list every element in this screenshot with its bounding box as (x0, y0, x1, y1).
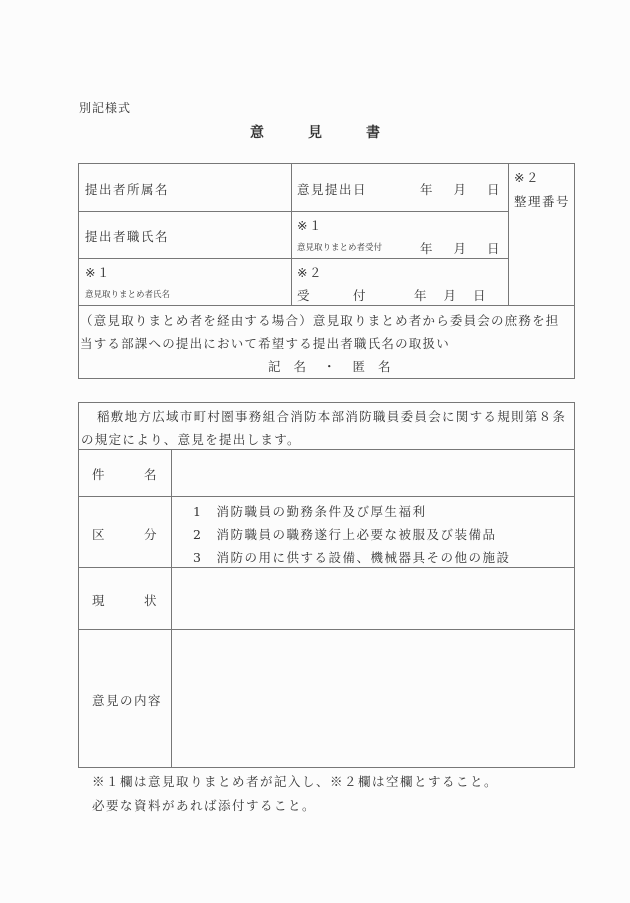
option-char: 名 (378, 359, 393, 374)
label-char: 区 (92, 527, 107, 542)
title-char: 書 (366, 125, 380, 141)
category-option-1[interactable] (193, 502, 426, 520)
option-char: 匿 (352, 359, 367, 374)
option-text: 消防職員の勤務条件及び厚生福利 (216, 504, 427, 519)
reception-label: 意見取りまとめ者受付 (297, 243, 383, 253)
title-char: 意 (250, 125, 264, 141)
label-char: 名 (144, 467, 159, 482)
month-unit: 月 (453, 241, 468, 256)
label-char: 現 (92, 593, 107, 608)
note-2: 必要な資料があれば添付すること。 (92, 798, 317, 813)
receipt-date-field[interactable] (414, 286, 487, 304)
month-unit: 月 (453, 182, 468, 197)
option-separator: ・ (323, 359, 338, 374)
intro-line1: 稲敷地方広域市町村圏事務組合消防本部消防職員委員会に関する規則第８条 (97, 409, 567, 424)
day-unit: 日 (473, 288, 488, 303)
option-text: 消防職員の職務遂行上必要な被服及び装備品 (216, 527, 497, 542)
intro-line2: の規定により、意見を提出します。 (81, 432, 301, 447)
category-option-2[interactable] (193, 525, 496, 543)
year-unit: 年 (414, 288, 429, 303)
status-field[interactable] (172, 568, 574, 629)
note-1: ※１欄は意見取りまとめ者が記入し、※２欄は空欄とすること。 (92, 774, 499, 789)
label-char: 状 (144, 593, 159, 608)
day-unit: 日 (487, 241, 502, 256)
reception-date-field[interactable] (420, 239, 501, 257)
subject-field[interactable] (172, 450, 574, 496)
label-char: 分 (144, 527, 159, 542)
form-label: 別記様式 (79, 101, 132, 115)
option-number: 1 (193, 504, 203, 519)
option-char: 記 (268, 359, 283, 374)
content-label: 意見の内容 (92, 693, 163, 708)
content-field[interactable] (172, 630, 574, 767)
month-unit: 月 (443, 288, 458, 303)
option-text: 消防の用に供する設備、機械器具その他の施設 (216, 550, 511, 565)
collector-mark: ※１ (85, 265, 111, 280)
subject-label (92, 465, 158, 483)
affiliation-label: 提出者所属名 (85, 182, 170, 197)
handling-text-line2: 当する部課への提出において希望する提出者職氏名の取扱い (80, 336, 450, 351)
title-char: 見 (308, 125, 322, 141)
day-unit: 日 (487, 182, 502, 197)
option-number: 3 (193, 550, 203, 565)
ref-mark: ※２ (514, 170, 540, 185)
receipt-label (297, 286, 367, 304)
page-title (0, 122, 630, 142)
year-unit: 年 (420, 182, 435, 197)
category-option-3[interactable] (193, 548, 510, 566)
status-label (92, 591, 158, 609)
submit-date-label: 意見提出日 (297, 182, 368, 197)
label-char: 件 (92, 467, 107, 482)
collector-label: 意見取りまとめ者氏名 (85, 290, 171, 300)
handling-text-line1: （意見取りまとめ者を経由する場合）意見取りまとめ者から委員会の庶務を担 (80, 313, 560, 328)
ref-number-label: 整理番号 (514, 194, 571, 209)
option-char: 名 (293, 359, 308, 374)
receipt-char: 付 (353, 288, 368, 303)
year-unit: 年 (420, 241, 435, 256)
receipt-mark: ※２ (297, 265, 323, 280)
option-number: 2 (193, 527, 203, 542)
name-label: 提出者職氏名 (85, 229, 170, 244)
receipt-char: 受 (297, 288, 312, 303)
submit-date-field[interactable] (420, 180, 501, 198)
handling-options[interactable] (268, 357, 392, 375)
reception-mark: ※１ (297, 218, 323, 233)
category-label (92, 525, 158, 543)
